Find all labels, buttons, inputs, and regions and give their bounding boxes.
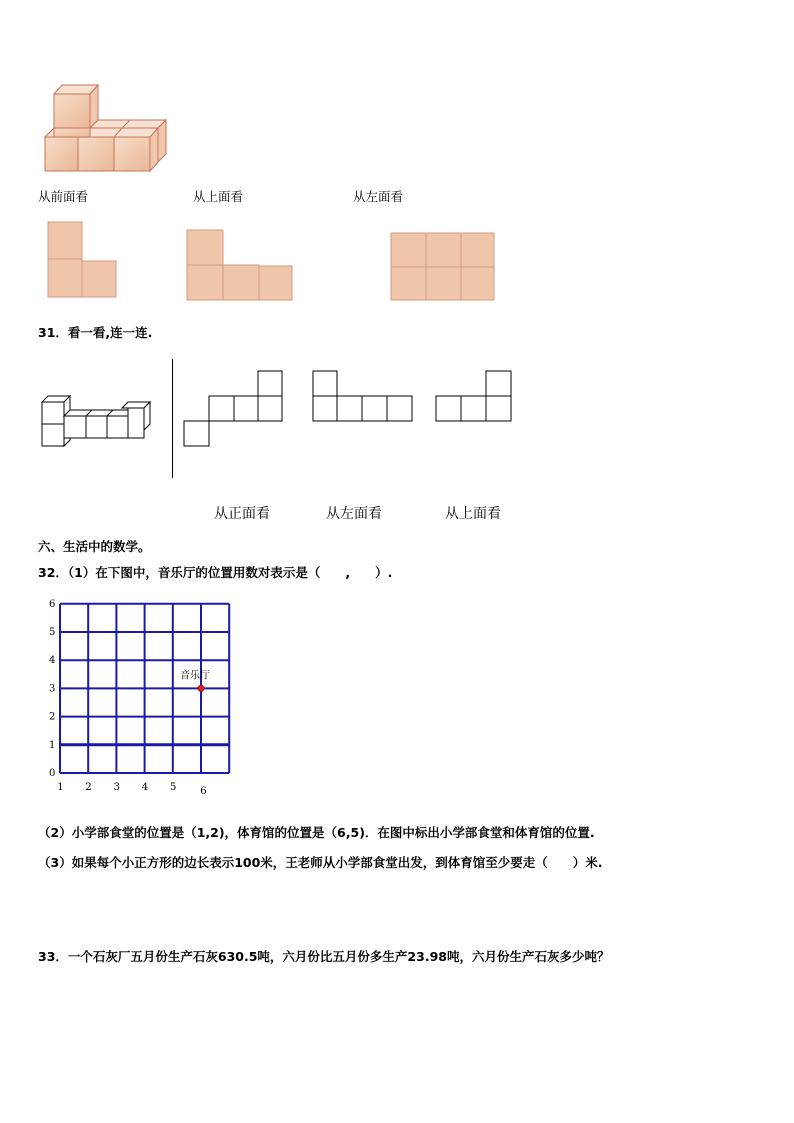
- q31-title: 31．看一看,连一连.: [38, 325, 153, 340]
- section6-title: 六、生活中的数学。: [38, 539, 151, 554]
- x-tick-label: 1: [57, 782, 64, 793]
- q32-part1: 32．（1）在下图中，音乐厅的位置用数对表示是（ , ）.: [38, 565, 393, 580]
- left-view-shape: [390, 232, 496, 302]
- caption-left-view: 从左面看: [353, 189, 404, 204]
- q31-3d-figure: [40, 394, 152, 448]
- q31-view-a[interactable]: [183, 370, 285, 448]
- caption-top-view: 从上面看: [193, 189, 244, 204]
- y-tick-label: 1: [49, 739, 56, 751]
- y-tick-label: 4: [49, 655, 56, 667]
- y-tick-label: 0: [49, 768, 56, 779]
- concert-hall-label: 音乐厅: [180, 670, 210, 682]
- q31-view-b[interactable]: [312, 370, 414, 423]
- y-tick-label: 6: [49, 598, 56, 610]
- x-tick-label: 6: [200, 786, 207, 797]
- x-tick-label: 2: [85, 782, 92, 793]
- top-view-shape: [186, 229, 294, 301]
- x-tick-label: 5: [170, 782, 177, 793]
- q32-part3: （3）如果每个小正方形的边长表示100米，王老师从小学部食堂出发，到体育馆至少要走（ ）米.: [38, 855, 603, 870]
- front-view-shape: [46, 220, 118, 300]
- x-tick-label: 3: [113, 782, 120, 793]
- q31-label-top[interactable]: 从上面看: [445, 506, 501, 522]
- cube-stack-figure: [40, 80, 175, 175]
- q31-label-front[interactable]: 从正面看: [214, 506, 270, 522]
- q31-view-c[interactable]: [435, 370, 513, 423]
- y-tick-label: 2: [49, 711, 56, 723]
- y-tick-label: 3: [49, 683, 56, 695]
- q31-divider: [172, 359, 173, 478]
- caption-front-view: 从前面看: [38, 189, 89, 204]
- q31-label-left[interactable]: 从左面看: [326, 506, 382, 522]
- concert-hall-point: [198, 685, 204, 691]
- y-tick-label: 5: [49, 627, 56, 638]
- coordinate-grid[interactable]: [40, 600, 240, 800]
- q32-part2: （2）小学部食堂的位置是（1,2)，体育馆的位置是（6,5)．在图中标出小学部食堂和体育馆的位置.: [38, 825, 595, 840]
- q33-text: 33．一个石灰厂五月份生产石灰630.5吨，六月份比五月份多生产23.98吨，六月份生产石灰多少吨？: [38, 949, 610, 964]
- x-tick-label: 4: [141, 782, 149, 793]
